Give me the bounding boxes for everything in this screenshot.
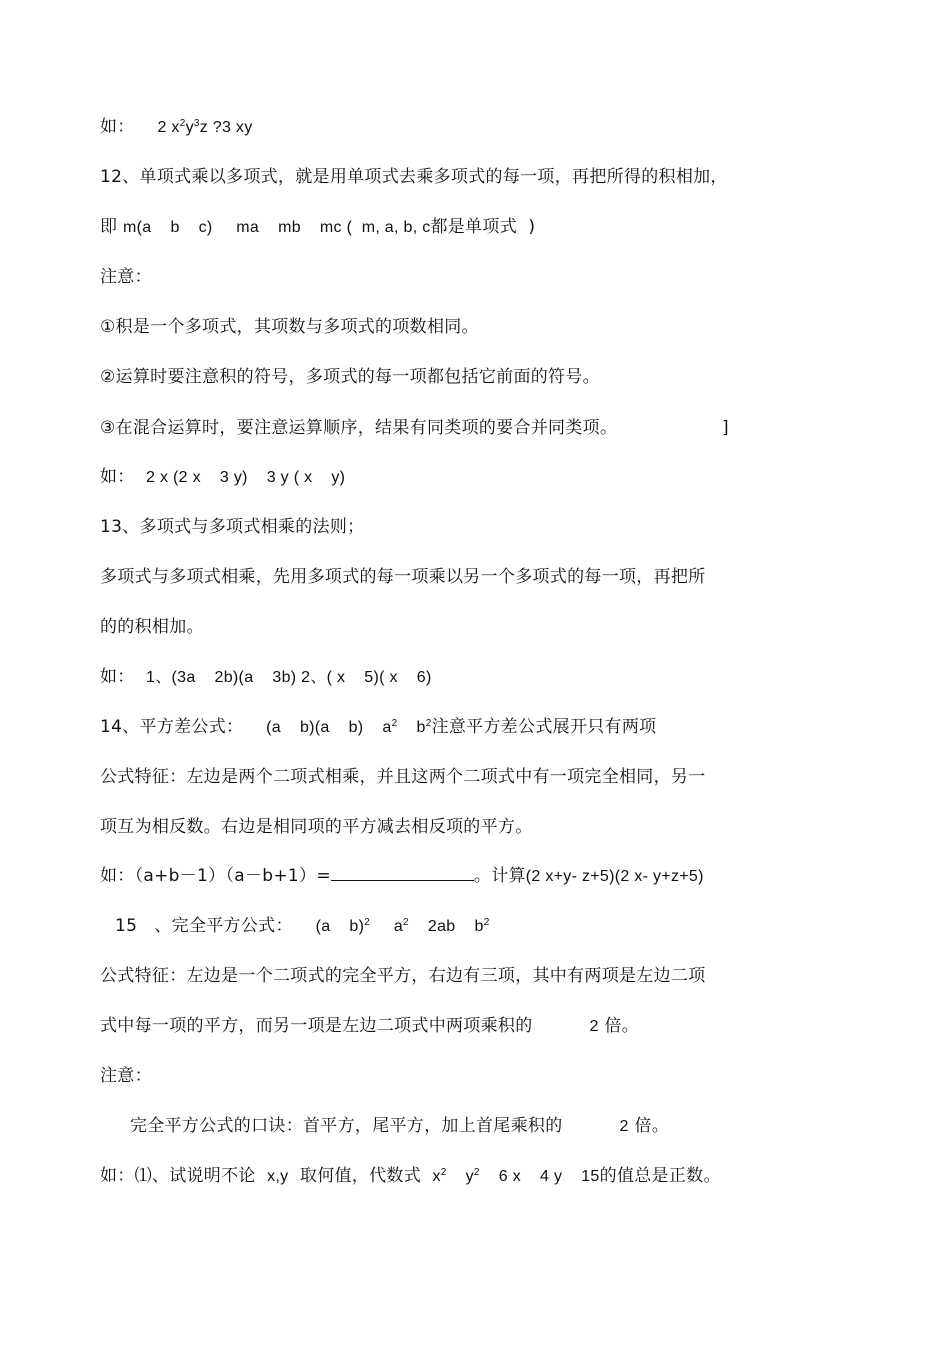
math-expr xyxy=(316,918,490,935)
exponent: 2 xyxy=(391,718,398,729)
rule-15-feature-1: 公式特征：左边是一个二项式的完全平方，右边有三项，其中有两项是左边二项 xyxy=(100,966,706,986)
tail-text: 倍。 xyxy=(604,1016,640,1036)
note-heading: 注意： xyxy=(100,267,152,287)
math-expr xyxy=(432,1168,599,1185)
note-2: ②运算时要注意积的符号，多项式的每一项都包括它前面的符号。 xyxy=(100,367,600,387)
expr-part: x xyxy=(432,1168,441,1185)
rule-15-feature-2 xyxy=(100,1015,639,1038)
expr-part: b xyxy=(416,719,426,736)
math-expr xyxy=(266,719,431,736)
rule-number: 15 xyxy=(115,916,138,936)
note-3 xyxy=(100,417,729,439)
expr-part: (a b) xyxy=(315,918,365,935)
multiplier: 2 xyxy=(589,1018,599,1035)
exponent: 2 xyxy=(364,917,371,928)
rule-13-text-1: 多项式与多项式相乘，先用多项式的每一项乘以另一个多项式的每一项，再把所 xyxy=(100,567,706,587)
tail-text: 都是单项式 ) xyxy=(430,217,536,237)
tail-text: 注意平方差公式展开只有两项 xyxy=(431,717,657,737)
feature-text: 式中每一项的平方，而另一项是左边二项式中两项乘积的 xyxy=(100,1016,533,1036)
example-line-1 xyxy=(100,116,253,139)
math-expr: (2 x+y- z+5)(2 x- y+z+5) xyxy=(525,868,704,885)
answer-blank[interactable] xyxy=(331,866,474,881)
variables: x,y xyxy=(267,1168,289,1185)
mid-text: 取何值，代数式 xyxy=(299,1166,422,1186)
example-line-3 xyxy=(100,666,432,689)
lead-text: 即 xyxy=(100,217,124,237)
rule-15-formula xyxy=(115,915,490,938)
exponent: 2 xyxy=(440,1167,447,1178)
lead-text: 如：⑴、试说明不论 xyxy=(100,1166,256,1186)
expr-part: 2ab b xyxy=(427,918,484,935)
rule-14-feature-1: 公式特征：左边是两个二项式相乘，并且这两个二项式中有一项完全相同，另一 xyxy=(100,767,706,787)
rule-13-heading: 13、多项式与多项式相乘的法则； xyxy=(100,517,365,537)
expr-part: y xyxy=(465,1168,474,1185)
expr-part: 6 x 4 y 15 xyxy=(498,1168,600,1185)
mid-text: 。计算 xyxy=(473,866,526,886)
expr-part: (a b)(a b) a xyxy=(266,719,392,736)
expr-part: a xyxy=(393,918,404,935)
label: 如： xyxy=(100,467,135,487)
note-heading-2: 注意： xyxy=(100,1066,152,1086)
note-1: ①积是一个多项式，其项数与多项式的项数相同。 xyxy=(100,317,479,337)
exponent: 3 xyxy=(193,118,200,129)
lead-text: 14、平方差公式： xyxy=(100,717,244,737)
lead-text: 、完全平方公式： xyxy=(154,916,293,936)
rule-13-text-2: 的的积相加。 xyxy=(100,617,204,637)
math-expr xyxy=(157,119,252,136)
example-line-5 xyxy=(100,1165,721,1188)
mnemonic-line xyxy=(130,1115,669,1138)
rule-12-formula xyxy=(100,216,535,239)
example-line-2 xyxy=(100,466,345,489)
exponent: 2 xyxy=(403,917,409,928)
multiplier: 2 xyxy=(619,1118,629,1135)
exponent: 2 xyxy=(179,118,186,129)
mnemonic-text: 完全平方公式的口诀：首平方，尾平方，加上首尾乘积的 xyxy=(130,1116,563,1136)
note-text: ③在混合运算时，要注意运算顺序，结果有同类项的要合并同类项。 xyxy=(100,418,618,438)
exponent: 2 xyxy=(425,718,432,729)
exponent: 2 xyxy=(473,1167,480,1178)
math-expr: 2 x (2 x 3 y) 3 y ( x y) xyxy=(146,469,346,486)
rule-12: 12、单项式乘以多项式，就是用单项式去乘多项式的每一项，再把所得的积相加， xyxy=(100,167,728,187)
tail-text: 倍。 xyxy=(634,1116,670,1136)
tail-text: 的值总是正数。 xyxy=(599,1166,721,1186)
bracket-mark: ] xyxy=(722,418,729,438)
expr-part: y xyxy=(185,119,194,136)
rule-14-formula xyxy=(100,716,656,739)
expr-part: z ?3 xy xyxy=(199,119,253,136)
example-line-4 xyxy=(100,865,704,888)
label: 如： xyxy=(100,667,135,687)
expr-part: 2 x xyxy=(157,119,180,136)
math-expr: m(a b c) ma mb mc ( m, a, b, c xyxy=(123,219,431,236)
math-expr: 1、(3a 2b)(a 3b) 2、( x 5)( x 6) xyxy=(146,669,432,686)
lead-text: 如：（a+b－1）（a－b+1）= xyxy=(100,866,331,886)
exponent: 2 xyxy=(483,917,490,928)
rule-14-feature-2: 项互为相反数。右边是相同项的平方减去相反项的平方。 xyxy=(100,817,533,837)
label: 如： xyxy=(100,117,135,137)
